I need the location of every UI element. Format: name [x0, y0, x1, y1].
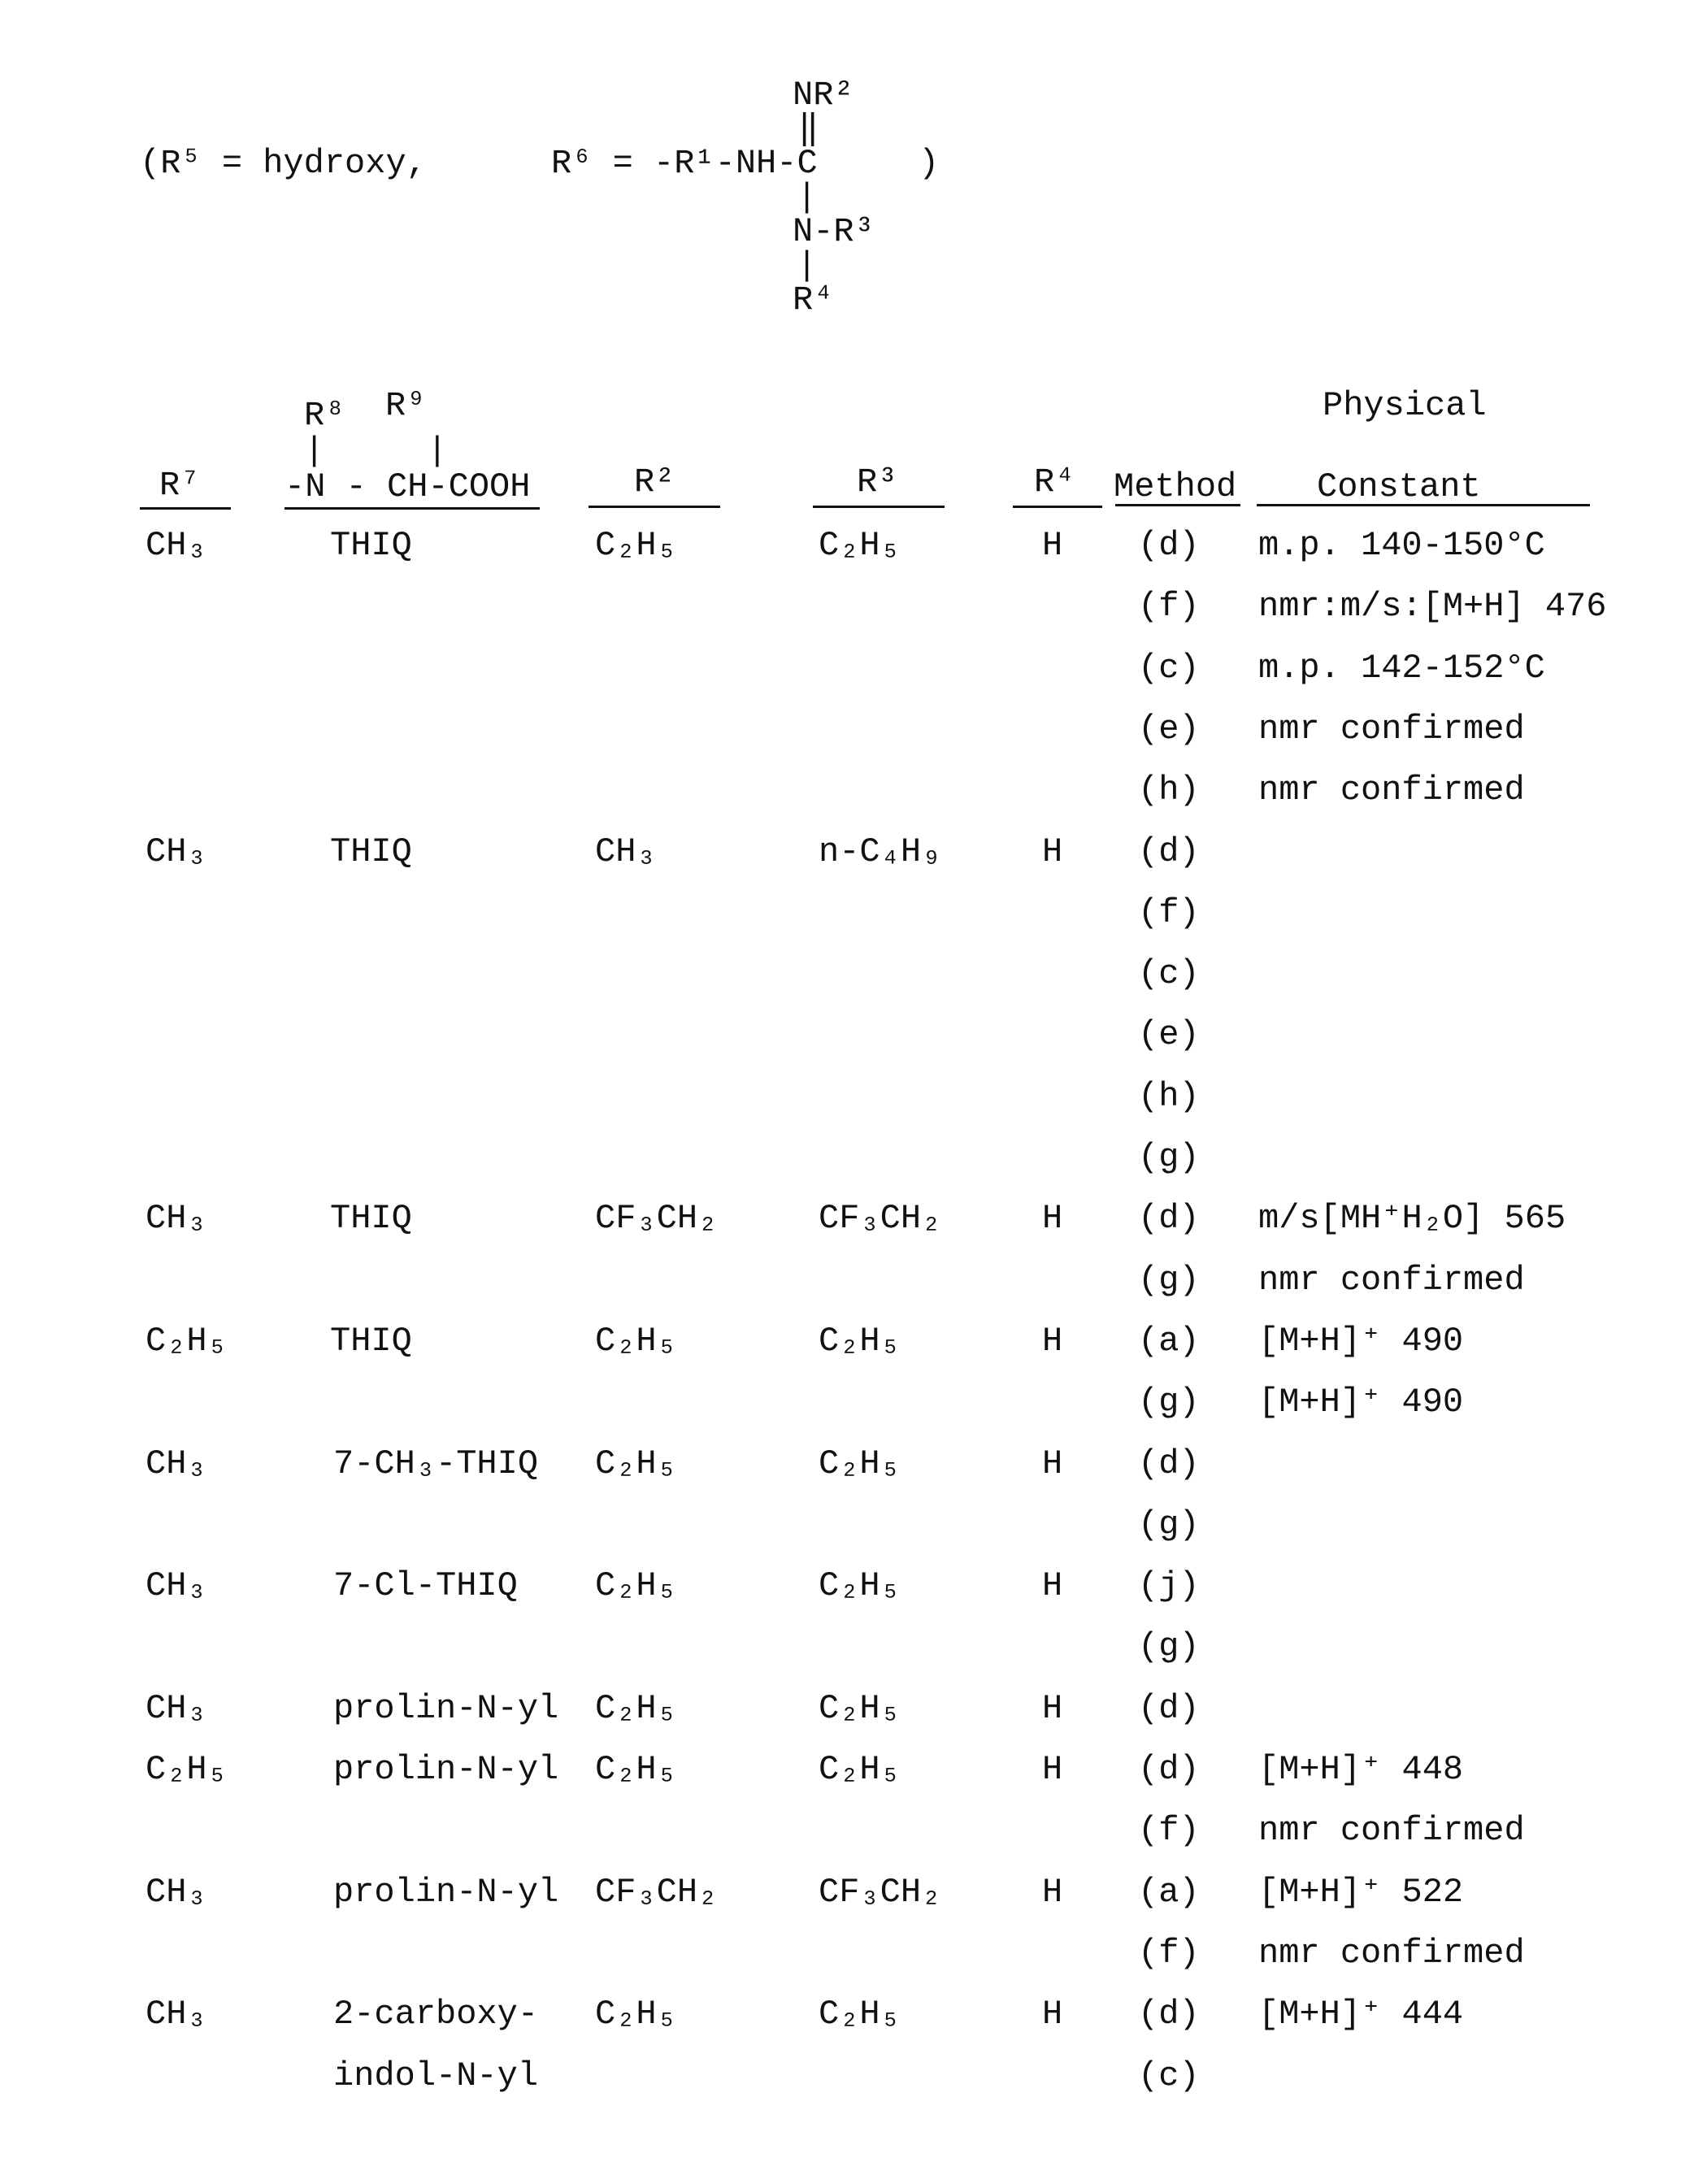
- cell-constant: m/s[MH⁺H₂O] 565: [1258, 1201, 1566, 1235]
- cell-r7: CH₃: [146, 1997, 207, 2031]
- cell-r4: H: [1042, 1752, 1062, 1787]
- cell-r4: H: [1042, 1691, 1062, 1726]
- r5-definition: (R⁵ = hydroxy,: [140, 146, 427, 180]
- cell-r7: C₂H₅: [146, 1324, 228, 1358]
- cell-r7: CH₃: [146, 1569, 207, 1603]
- cell-method: (d): [1138, 1752, 1200, 1787]
- cell-method: (g): [1138, 1630, 1200, 1664]
- cell-r4: H: [1042, 1875, 1062, 1909]
- cell-method: (a): [1138, 1324, 1200, 1358]
- cell-sub: 2-carboxy-: [333, 1997, 538, 2031]
- header-underline: [285, 507, 540, 510]
- cell-r3: C₂H₅: [819, 528, 901, 562]
- cell-r2: C₂H₅: [595, 528, 677, 562]
- cell-r3: C₂H₅: [819, 1752, 901, 1787]
- cell-method: (j): [1138, 1569, 1200, 1603]
- cell-sub: THIQ: [330, 835, 412, 869]
- cell-sub: 7-Cl-THIQ: [333, 1569, 518, 1603]
- cell-r2: C₂H₅: [595, 1324, 677, 1358]
- cell-method: (c): [1138, 957, 1200, 991]
- cell-constant: [M+H]⁺ 448: [1258, 1752, 1463, 1787]
- cell-constant: nmr confirmed: [1258, 1936, 1525, 1970]
- close-paren: ): [919, 146, 939, 180]
- cell-r2: C₂H₅: [595, 1569, 677, 1603]
- header-constant: Constant: [1317, 470, 1481, 504]
- cell-r4: H: [1042, 1447, 1062, 1481]
- nr3-group: N-R³: [793, 215, 875, 249]
- r6-definition: R⁶ = -R¹-NH-C: [551, 146, 818, 180]
- cell-r4: H: [1042, 1997, 1062, 2031]
- header-underline: [1115, 504, 1240, 506]
- cell-sub: THIQ: [330, 1201, 412, 1235]
- cell-constant: m.p. 140-150°C: [1258, 528, 1545, 562]
- double-bond: ‖: [798, 112, 819, 146]
- cell-sub: prolin-N-yl: [333, 1691, 558, 1726]
- header-underline: [1257, 504, 1590, 506]
- single-bond: |: [797, 249, 817, 283]
- cell-method: (d): [1138, 528, 1200, 562]
- cell-method: (f): [1138, 589, 1200, 623]
- cell-r2: C₂H₅: [595, 1997, 677, 2031]
- cell-sub: THIQ: [330, 1324, 412, 1358]
- cell-r3: CF₃CH₂: [819, 1201, 941, 1235]
- cell-r3: CF₃CH₂: [819, 1875, 941, 1909]
- cell-sub: indol-N-yl: [333, 2059, 538, 2093]
- cell-method: (d): [1138, 1691, 1200, 1726]
- cell-method: (c): [1138, 2059, 1200, 2093]
- cell-r3: n-C₄H₉: [819, 835, 941, 869]
- cell-r2: C₂H₅: [595, 1752, 677, 1787]
- header-r7: R⁷: [159, 468, 200, 502]
- cell-constant: [M+H]⁺ 522: [1258, 1875, 1463, 1909]
- cell-r3: C₂H₅: [819, 1691, 901, 1726]
- cell-method: (g): [1138, 1508, 1200, 1542]
- cell-sub: prolin-N-yl: [333, 1752, 558, 1787]
- cell-method: (a): [1138, 1875, 1200, 1909]
- header-r2: R²: [634, 465, 675, 499]
- cell-method: (d): [1138, 835, 1200, 869]
- header-underline: [813, 506, 945, 508]
- cell-constant: [M+H]⁺ 490: [1258, 1385, 1463, 1419]
- header-underline: [140, 507, 231, 510]
- cell-constant: nmr confirmed: [1258, 712, 1525, 746]
- cell-r4: H: [1042, 1324, 1062, 1358]
- cell-r2: CF₃CH₂: [595, 1201, 718, 1235]
- cell-constant: [M+H]⁺ 490: [1258, 1324, 1463, 1358]
- cell-r2: CH₃: [595, 835, 657, 869]
- header-r4: R⁴: [1034, 465, 1075, 499]
- header-substituent: -N - CH-COOH: [285, 470, 530, 504]
- cell-method: (f): [1138, 1813, 1200, 1847]
- cell-constant: nmr confirmed: [1258, 1813, 1525, 1847]
- cell-method: (f): [1138, 1936, 1200, 1970]
- cell-constant: m.p. 142-152°C: [1258, 651, 1545, 685]
- cell-r7: CH₃: [146, 1691, 207, 1726]
- cell-r7: CH₃: [146, 1447, 207, 1481]
- header-physical: Physical: [1323, 389, 1487, 423]
- r4-group: R⁴: [793, 283, 833, 317]
- cell-method: (h): [1138, 1079, 1200, 1114]
- cell-method: (h): [1138, 773, 1200, 807]
- cell-sub: prolin-N-yl: [333, 1875, 558, 1909]
- header-bond-marks: | |: [304, 434, 447, 468]
- cell-r2: CF₃CH₂: [595, 1875, 718, 1909]
- cell-r4: H: [1042, 835, 1062, 869]
- cell-method: (g): [1138, 1385, 1200, 1419]
- cell-r2: C₂H₅: [595, 1447, 677, 1481]
- cell-r7: CH₃: [146, 1875, 207, 1909]
- cell-r3: C₂H₅: [819, 1324, 901, 1358]
- cell-r2: C₂H₅: [595, 1691, 677, 1726]
- cell-r4: H: [1042, 1569, 1062, 1603]
- cell-r7: CH₃: [146, 835, 207, 869]
- cell-method: (d): [1138, 1447, 1200, 1481]
- cell-method: (e): [1138, 1018, 1200, 1052]
- cell-r7: CH₃: [146, 1201, 207, 1235]
- cell-r4: H: [1042, 528, 1062, 562]
- cell-sub: 7-CH₃-THIQ: [333, 1447, 538, 1481]
- cell-r4: H: [1042, 1201, 1062, 1235]
- header-underline: [1013, 506, 1102, 508]
- cell-method: (c): [1138, 651, 1200, 685]
- header-r3: R³: [857, 465, 897, 499]
- cell-r3: C₂H₅: [819, 1569, 901, 1603]
- cell-method: (g): [1138, 1140, 1200, 1174]
- single-bond: |: [797, 180, 817, 215]
- header-method: Method: [1114, 470, 1236, 504]
- header-r8: R⁸: [304, 398, 345, 432]
- cell-sub: THIQ: [330, 528, 412, 562]
- cell-r3: C₂H₅: [819, 1447, 901, 1481]
- header-underline: [589, 506, 720, 508]
- cell-r3: C₂H₅: [819, 1997, 901, 2031]
- cell-constant: nmr confirmed: [1258, 1263, 1525, 1297]
- cell-r7: CH₃: [146, 528, 207, 562]
- cell-method: (f): [1138, 896, 1200, 930]
- cell-constant: [M+H]⁺ 444: [1258, 1997, 1463, 2031]
- cell-method: (d): [1138, 1201, 1200, 1235]
- nr2-group: NR²: [793, 78, 854, 112]
- cell-method: (d): [1138, 1997, 1200, 2031]
- cell-constant: nmr:m/s:[M+H] 476: [1258, 589, 1606, 623]
- cell-constant: nmr confirmed: [1258, 773, 1525, 807]
- cell-method: (e): [1138, 712, 1200, 746]
- header-r9: R⁹: [385, 389, 426, 423]
- cell-method: (g): [1138, 1263, 1200, 1297]
- cell-r7: C₂H₅: [146, 1752, 228, 1787]
